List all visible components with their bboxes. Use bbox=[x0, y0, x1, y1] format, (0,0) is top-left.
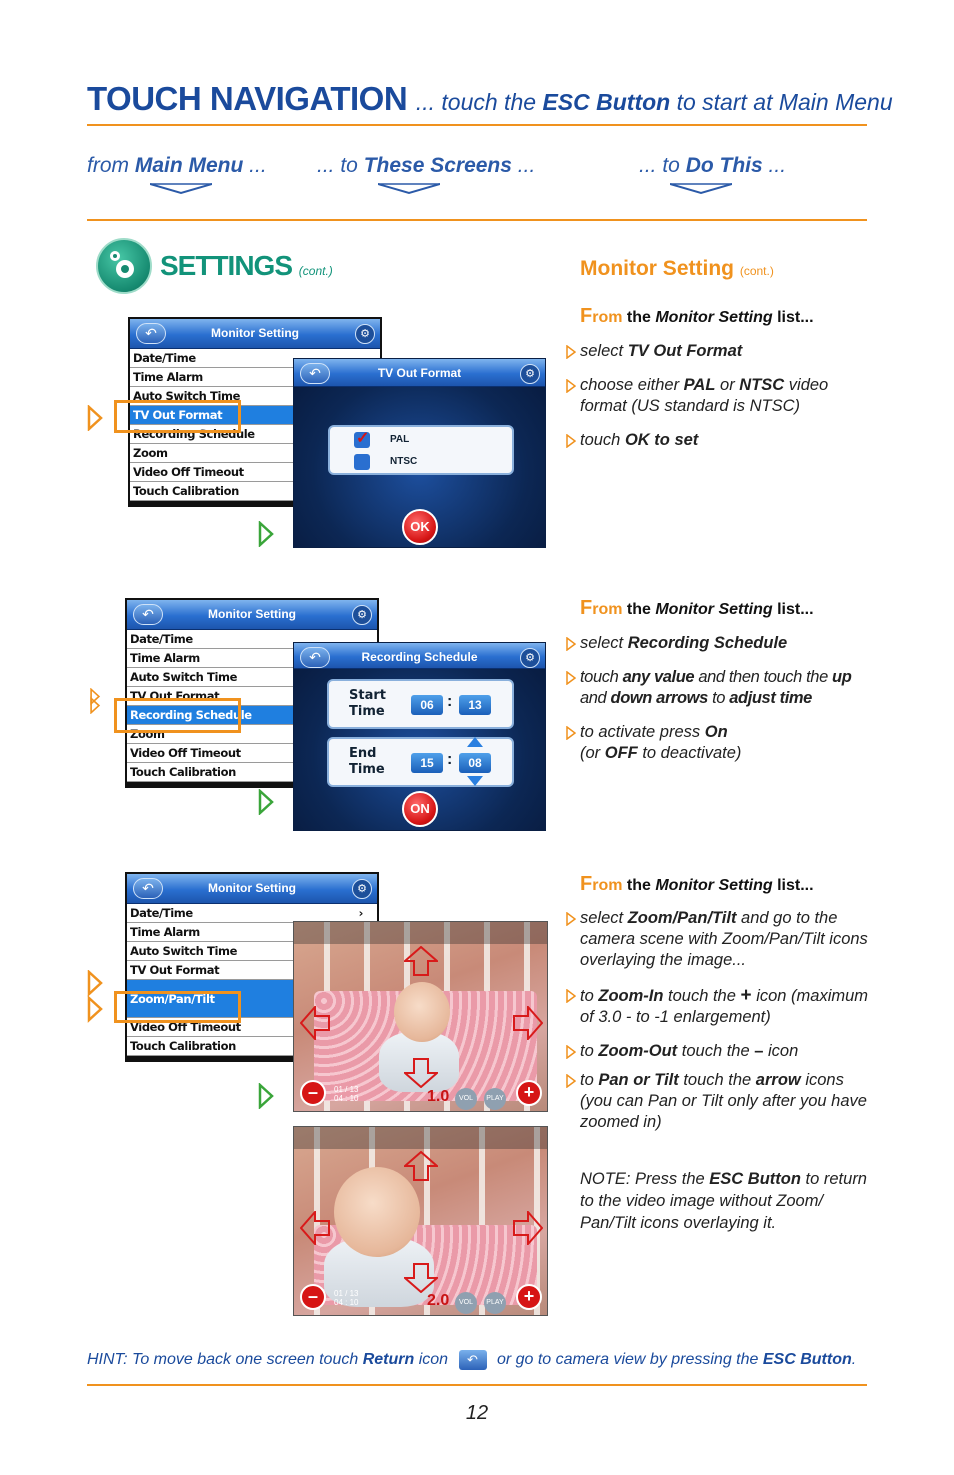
return-icon[interactable]: ↶ bbox=[133, 878, 163, 899]
menu-item[interactable]: Date/Time › bbox=[127, 904, 377, 923]
menu-item[interactable]: TV Out Format bbox=[127, 687, 377, 706]
pan-left-arrow-icon[interactable] bbox=[300, 1211, 330, 1245]
tilt-down-arrow-icon[interactable] bbox=[404, 1058, 438, 1088]
triangle-bullet-icon bbox=[566, 1074, 576, 1088]
end-time-box bbox=[327, 737, 514, 787]
dialog-title-bar bbox=[294, 643, 545, 669]
menu-item[interactable]: Auto Switch Time bbox=[127, 942, 377, 961]
selection-highlight bbox=[114, 400, 241, 433]
down-arrow-icon[interactable] bbox=[467, 776, 483, 786]
tilt-up-arrow-icon[interactable] bbox=[404, 1151, 438, 1181]
page-subtitle: ... touch the ESC Button to start at Main Menu bbox=[415, 89, 893, 115]
step-item: select Zoom/Pan/Tilt and go to the camera scene with Zoom/Pan/Tilt icons overlaying the image... bbox=[566, 908, 874, 971]
settings-icon[interactable]: ⚙ bbox=[520, 364, 540, 384]
step-item: to Pan or Tilt touch the arrow icons (you can Pan or Tilt only after you have zoomed in) bbox=[566, 1070, 874, 1133]
hint-text: HINT: To move back one screen touch Return icon ↶ or go to camera view by pressing the ESC Button. bbox=[87, 1351, 857, 1369]
triangle-bullet-icon bbox=[566, 434, 576, 448]
selection-highlight bbox=[114, 991, 241, 1023]
orange-arrow-icon bbox=[87, 970, 103, 1024]
tilt-up-arrow-icon[interactable] bbox=[404, 946, 438, 976]
triangle-bullet-icon bbox=[566, 379, 576, 393]
gear-icon bbox=[96, 238, 152, 294]
menu-item[interactable]: Touch Calibration bbox=[127, 1037, 377, 1056]
return-icon[interactable]: ↶ bbox=[300, 647, 330, 668]
zoom-in-button[interactable]: + bbox=[516, 1080, 542, 1106]
camera-status-bar bbox=[294, 1127, 547, 1149]
step-item: select TV Out Format bbox=[566, 341, 874, 362]
section-rule bbox=[87, 219, 867, 221]
end-hour-value[interactable]: 15 bbox=[411, 753, 443, 773]
menu-item[interactable]: Date/Time bbox=[130, 349, 380, 368]
camera-timestamp: 01 / 13 04 : 10 bbox=[334, 1085, 359, 1103]
end-time-label: End Time bbox=[349, 746, 385, 777]
settings-icon[interactable]: ⚙ bbox=[520, 648, 540, 668]
menu-item[interactable]: Time Alarm bbox=[127, 923, 377, 942]
end-minute-value[interactable]: 08 bbox=[459, 753, 491, 773]
menu-item[interactable]: Touch Calibration bbox=[127, 763, 377, 782]
format-options-box bbox=[328, 425, 514, 475]
menu-title-bar bbox=[130, 319, 380, 349]
pan-right-arrow-icon[interactable] bbox=[513, 1006, 543, 1040]
step-item: choose either PAL or NTSC video format (US standard is NTSC) bbox=[566, 375, 874, 417]
page-title-main: TOUCH NAVIGATION bbox=[87, 80, 408, 117]
menu-title-bar bbox=[127, 874, 377, 904]
checkbox-unchecked-icon[interactable] bbox=[354, 454, 370, 470]
return-icon[interactable]: ↶ bbox=[136, 323, 166, 344]
recording-schedule-screen bbox=[293, 642, 546, 831]
time-separator: : bbox=[447, 751, 453, 768]
settings-icon[interactable]: ⚙ bbox=[352, 879, 372, 899]
menu-item-selected[interactable]: Recording Schedule bbox=[127, 706, 377, 725]
triangle-bullet-icon bbox=[566, 637, 576, 651]
menu-item-selected[interactable]: TV Out Format bbox=[130, 406, 380, 425]
play-button[interactable]: PLAY bbox=[484, 1088, 506, 1110]
camera-timestamp: 01 / 13 04 : 10 bbox=[334, 1289, 359, 1307]
menu-item[interactable]: Recording Schedule bbox=[130, 425, 380, 444]
green-arrow-icon bbox=[258, 789, 274, 815]
pan-right-arrow-icon[interactable] bbox=[513, 1211, 543, 1245]
step-item: to Zoom-Out touch the – icon bbox=[566, 1041, 874, 1062]
camera-status-bar bbox=[294, 922, 547, 944]
chevron-down-icon bbox=[378, 183, 440, 195]
column-header-screens: ... to These Screens ... bbox=[317, 154, 536, 177]
orange-arrow-icon bbox=[87, 688, 103, 714]
esc-note: NOTE: Press the ESC Button to return to the video image without Zoom/ Pan/Tilt icons overlaying it. bbox=[580, 1170, 867, 1232]
up-arrow-icon[interactable] bbox=[467, 737, 483, 747]
triangle-bullet-icon bbox=[566, 671, 576, 685]
page-title bbox=[87, 80, 893, 118]
settings-heading: SETTINGS (cont.) bbox=[160, 250, 333, 281]
settings-icon[interactable]: ⚙ bbox=[352, 605, 372, 625]
menu-item[interactable]: Auto Switch Time bbox=[127, 668, 377, 687]
zoom-level-label: 2.0 bbox=[427, 1292, 450, 1309]
start-time-label: Start Time bbox=[349, 688, 386, 719]
from-line: From the Monitor Setting list... bbox=[580, 873, 814, 895]
on-button[interactable]: ON bbox=[402, 791, 438, 827]
tilt-down-arrow-icon[interactable] bbox=[404, 1263, 438, 1293]
menu-item[interactable]: Video Off Timeout bbox=[127, 744, 377, 763]
return-icon: ↶ bbox=[459, 1350, 487, 1370]
menu-title: Monitor Setting bbox=[208, 607, 296, 621]
chevron-down-icon bbox=[670, 183, 732, 195]
menu-item[interactable]: Time Alarm bbox=[130, 368, 380, 387]
menu-title: Monitor Setting bbox=[211, 326, 299, 340]
step-item: to activate press On (or OFF to deactivate) bbox=[566, 722, 874, 764]
menu-item[interactable]: Zoom bbox=[127, 725, 377, 744]
tv-out-format-screen bbox=[293, 358, 546, 548]
menu-item[interactable]: Zoom bbox=[130, 444, 380, 463]
chevron-down-icon bbox=[150, 183, 212, 195]
pan-left-arrow-icon[interactable] bbox=[300, 1006, 330, 1040]
column-header-from: from Main Menu ... bbox=[87, 154, 267, 177]
zoom-out-button[interactable]: – bbox=[300, 1080, 326, 1106]
menu-title: Monitor Setting bbox=[208, 881, 296, 895]
triangle-bullet-icon bbox=[566, 989, 576, 1003]
column-header-do: ... to Do This ... bbox=[639, 154, 787, 177]
orange-arrow-icon bbox=[87, 405, 103, 431]
triangle-bullet-icon bbox=[566, 1045, 576, 1059]
time-separator: : bbox=[447, 693, 453, 710]
camera-view-zoom-1 bbox=[293, 921, 548, 1112]
step-item: to Zoom-In touch the + icon (maximum of 3.0 - to -1 enlargement) bbox=[566, 985, 874, 1028]
header-rule bbox=[87, 124, 867, 126]
monitor-setting-heading: Monitor Setting (cont.) bbox=[580, 257, 774, 280]
menu-item[interactable]: Date/Time bbox=[127, 630, 377, 649]
camera-view-zoom-2 bbox=[293, 1126, 548, 1316]
play-button[interactable]: PLAY bbox=[484, 1292, 506, 1314]
start-hour-value[interactable]: 06 bbox=[411, 695, 443, 715]
start-time-box bbox=[327, 679, 514, 729]
start-minute-value[interactable]: 13 bbox=[459, 695, 491, 715]
option-label-pal: PAL bbox=[390, 434, 410, 445]
checkbox-checked-icon[interactable]: ✓ bbox=[356, 430, 370, 447]
return-icon[interactable]: ↶ bbox=[133, 604, 163, 625]
menu-item[interactable]: Touch Calibration bbox=[130, 482, 380, 501]
from-line: From the Monitor Setting list... bbox=[580, 305, 814, 327]
green-arrow-icon bbox=[258, 521, 274, 547]
footer-rule bbox=[87, 1384, 867, 1386]
zoom-in-button[interactable]: + bbox=[516, 1284, 542, 1310]
dialog-title: TV Out Format bbox=[377, 366, 462, 380]
dialog-title: Recording Schedule bbox=[361, 650, 478, 664]
triangle-bullet-icon bbox=[566, 345, 576, 359]
menu-item[interactable]: TV Out Format bbox=[127, 961, 377, 980]
from-line: From the Monitor Setting list... bbox=[580, 597, 814, 619]
selection-highlight bbox=[114, 698, 241, 733]
volume-button[interactable]: VOL bbox=[455, 1292, 477, 1314]
return-icon[interactable]: ↶ bbox=[300, 363, 330, 384]
ok-button[interactable]: OK bbox=[402, 509, 438, 545]
step-item: touch any value and then touch the up and down arrows to adjust time bbox=[566, 667, 874, 709]
step-item: select Recording Schedule bbox=[566, 633, 874, 654]
zoom-out-button[interactable]: – bbox=[300, 1284, 326, 1310]
menu-item[interactable]: Video Off Timeout bbox=[130, 463, 380, 482]
menu-item[interactable]: Time Alarm bbox=[127, 649, 377, 668]
green-arrow-icon bbox=[258, 1083, 274, 1109]
volume-button[interactable]: VOL bbox=[455, 1088, 477, 1110]
dialog-title-bar bbox=[294, 359, 545, 387]
triangle-bullet-icon bbox=[566, 912, 576, 926]
menu-title-bar bbox=[127, 600, 377, 630]
menu-item-selected[interactable]: Zoom/Pan/Tilt bbox=[127, 980, 377, 1018]
step-item: touch OK to set bbox=[566, 430, 874, 451]
option-label-ntsc: NTSC bbox=[390, 456, 418, 467]
zoom-level-label: 1.0 bbox=[427, 1088, 450, 1105]
triangle-bullet-icon bbox=[566, 726, 576, 740]
menu-item[interactable]: Video Off Timeout bbox=[127, 1018, 377, 1037]
page-number: 12 bbox=[465, 1402, 489, 1424]
settings-icon[interactable]: ⚙ bbox=[355, 324, 375, 344]
menu-item[interactable]: Auto Switch Time bbox=[130, 387, 380, 406]
